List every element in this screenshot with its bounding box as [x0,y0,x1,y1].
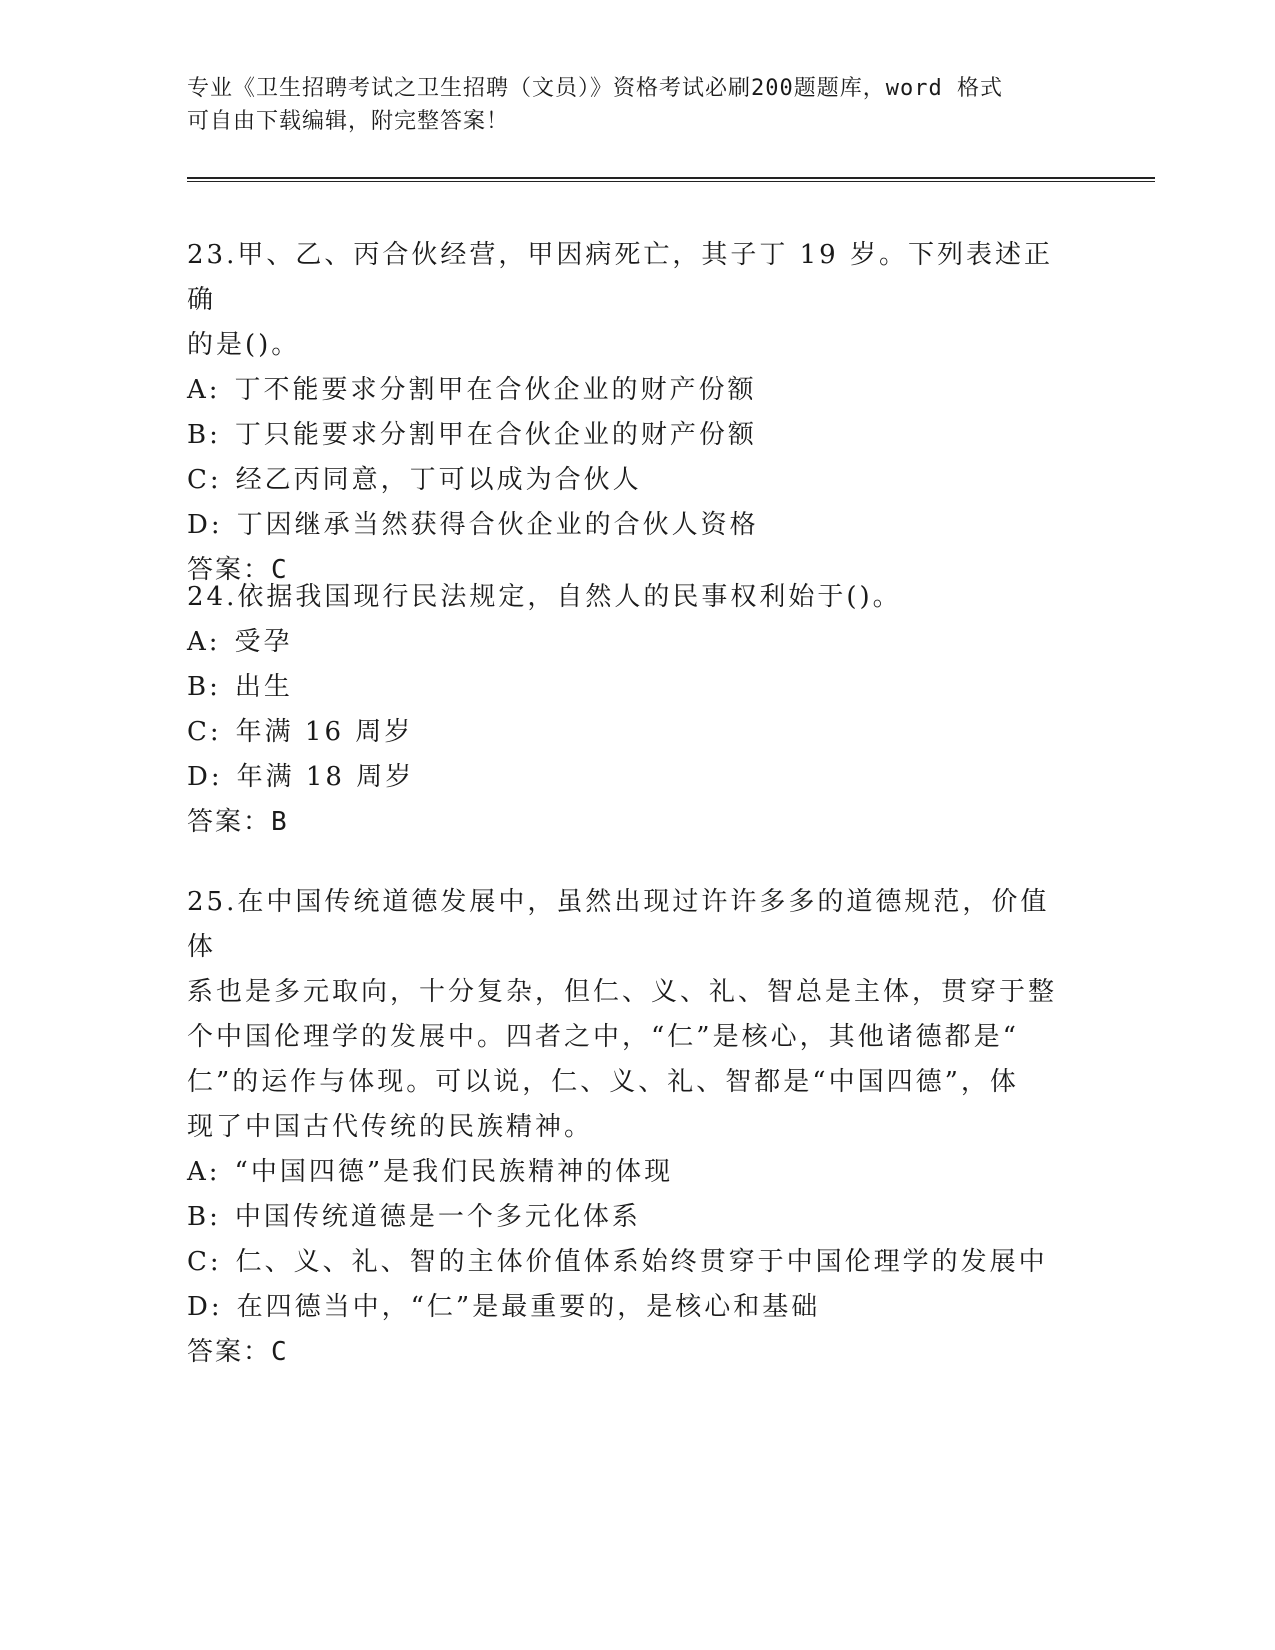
answer [187,800,1067,845]
answer-label: 答案： [187,1337,272,1367]
answer [187,1330,1067,1375]
option-letter: D: [187,510,223,540]
header-line-1: 专业《卫生招聘考试之卫生招聘（文员）》资格考试必刷200题题库，word 格式 [187,76,1003,101]
question-stem-line: 现了中国古代传统的民族精神。 [187,1112,594,1142]
header-line-2: 可自由下载编辑，附完整答案！ [187,109,510,134]
question-stem-line: 仁”的运作与体现。可以说，仁、义、礼、智都是“中国四德”，体 [187,1067,1019,1097]
option-c [187,1240,1067,1285]
option-d [187,503,1067,548]
question-23 [187,233,1067,593]
option-letter: D: [187,1292,223,1322]
option-d [187,1285,1067,1330]
question-stem-line: 23.甲、乙、丙合伙经营，甲因病死亡，其子丁 19 岁。下列表述正确 [187,240,1053,315]
question-stem-line: 系也是多元取向，十分复杂，但仁、义、礼、智总是主体，贯穿于整 [187,977,1058,1007]
option-text: 丁因继承当然获得合伙企业的合伙人资格 [236,510,759,540]
option-letter: B: [187,420,221,450]
option-a [187,1150,1067,1195]
answer-value: C [271,1337,289,1367]
option-text: 出生 [234,672,293,702]
option-letter: A: [187,1157,221,1187]
option-text: 丁只能要求分割甲在合伙企业的财产份额 [234,420,757,450]
option-letter: C: [187,717,222,747]
answer-label: 答案： [187,807,272,837]
option-text: 在四德当中，“仁”是最重要的，是核心和基础 [236,1292,821,1322]
option-letter: C: [187,465,222,495]
option-letter: C: [187,1247,222,1277]
question-stem-line: 的是()。 [187,330,301,360]
document-header [187,72,1047,138]
question-24 [187,575,1067,845]
option-a [187,620,1067,665]
option-b [187,413,1067,458]
question-stem-line: 25.在中国传统道德发展中，虽然出现过许许多多的道德规范，价值体 [187,887,1050,962]
option-text: 年满 16 周岁 [235,717,414,747]
option-text: 中国传统道德是一个多元化体系 [234,1202,641,1232]
question-stem-line: 个中国伦理学的发展中。四者之中，“仁”是核心，其他诸德都是“ [187,1022,1019,1052]
option-text: 仁、义、礼、智的主体价值体系始终贯穿于中国伦理学的发展中 [235,1247,1048,1277]
option-text: 经乙丙同意，丁可以成为合伙人 [235,465,642,495]
option-text: 受孕 [234,627,293,657]
question-stem-line: 24.依据我国现行民法规定，自然人的民事权利始于()。 [187,582,902,612]
header-divider [187,177,1155,182]
option-c [187,710,1067,755]
option-letter: B: [187,1202,221,1232]
answer-value: C [271,555,289,585]
option-text: “中国四德”是我们民族精神的体现 [234,1157,674,1187]
option-text: 丁不能要求分割甲在合伙企业的财产份额 [234,375,757,405]
option-d [187,755,1067,800]
option-letter: B: [187,672,221,702]
answer-value: B [271,807,289,837]
answer-label: 答案： [187,555,272,585]
option-letter: A: [187,375,221,405]
option-c [187,458,1067,503]
option-b [187,665,1067,710]
option-text: 年满 18 周岁 [236,762,415,792]
option-a [187,368,1067,413]
option-letter: D: [187,762,223,792]
option-b [187,1195,1067,1240]
question-25 [187,880,1067,1375]
option-letter: A: [187,627,221,657]
